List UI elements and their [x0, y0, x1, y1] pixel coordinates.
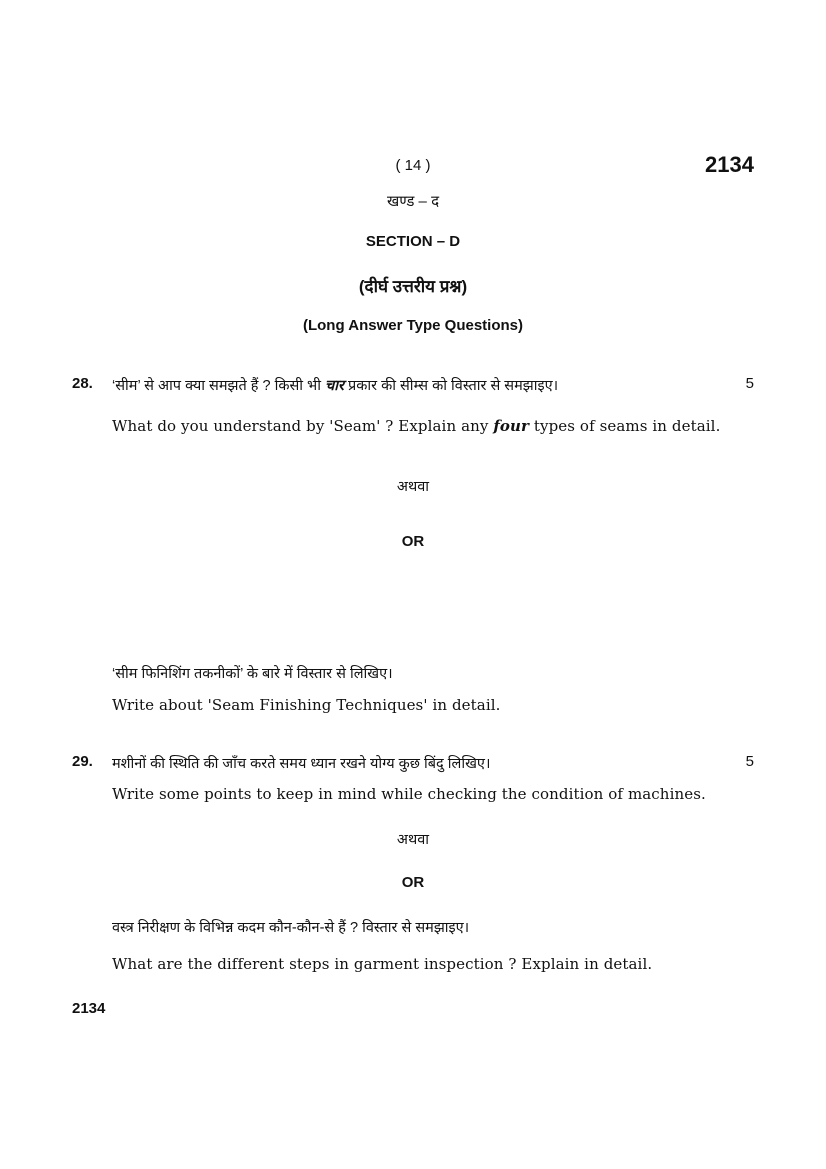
question-28-hindi-pre: ‘सीम’ से आप क्या समझते हैं ? किसी भी	[112, 378, 322, 394]
question-29-number: 29.	[72, 753, 93, 770]
question-28-english-post: types of seams in detail.	[533, 417, 721, 435]
question-29-hindi: मशीनों की स्थिति की जाँच करते समय ध्यान रखने योग्य कुछ बिंदु लिखिए।	[112, 756, 491, 772]
question-28-or-hindi: अथवा	[396, 479, 430, 495]
paper-code-top: 2134	[705, 152, 754, 177]
question-28-marks: 5	[745, 375, 754, 392]
question-28-english-pre: What do you understand by 'Seam' ? Explain any	[112, 417, 489, 435]
question-29-alt-hindi: वस्त्र निरीक्षण के विभिन्न कदम कौन-कौन-से हैं ? विस्तार से समझाइए।	[112, 920, 470, 936]
question-29-marks: 5	[745, 753, 754, 770]
question-28-hindi-post: प्रकार की सीम्स को विस्तार से समझाइए।	[347, 378, 559, 394]
question-28-alt-english: Write about 'Seam Finishing Techniques' in detail.	[112, 696, 501, 714]
section-hindi-title: खण्ड – द	[386, 193, 440, 210]
paper-code-bottom: 2134	[72, 1000, 106, 1017]
question-29-english: Write some points to keep in mind while checking the condition of machines.	[112, 785, 706, 803]
page-number: ( 14 )	[395, 157, 431, 174]
question-28-english-emphasis: four	[493, 417, 530, 435]
section-english-subtitle: (Long Answer Type Questions)	[302, 317, 523, 334]
section-english-title: SECTION – D	[365, 233, 461, 250]
question-28-number: 28.	[72, 375, 93, 392]
question-29-alt-english: What are the different steps in garment inspection ? Explain in detail.	[112, 955, 653, 973]
question-29-or-hindi: अथवा	[396, 832, 430, 848]
question-28-hindi-emphasis: चार	[325, 378, 344, 394]
question-28-or-english: OR	[401, 533, 425, 550]
section-hindi-subtitle: (दीर्घ उत्तरीय प्रश्न)	[358, 277, 468, 296]
question-28-alt-hindi: ‘सीम फिनिशिंग तकनीकों’ के बारे में विस्तार से लिखिए।	[112, 666, 393, 682]
question-28-hindi	[112, 375, 558, 395]
question-29-or-english: OR	[401, 874, 425, 891]
question-28-english	[112, 417, 720, 435]
